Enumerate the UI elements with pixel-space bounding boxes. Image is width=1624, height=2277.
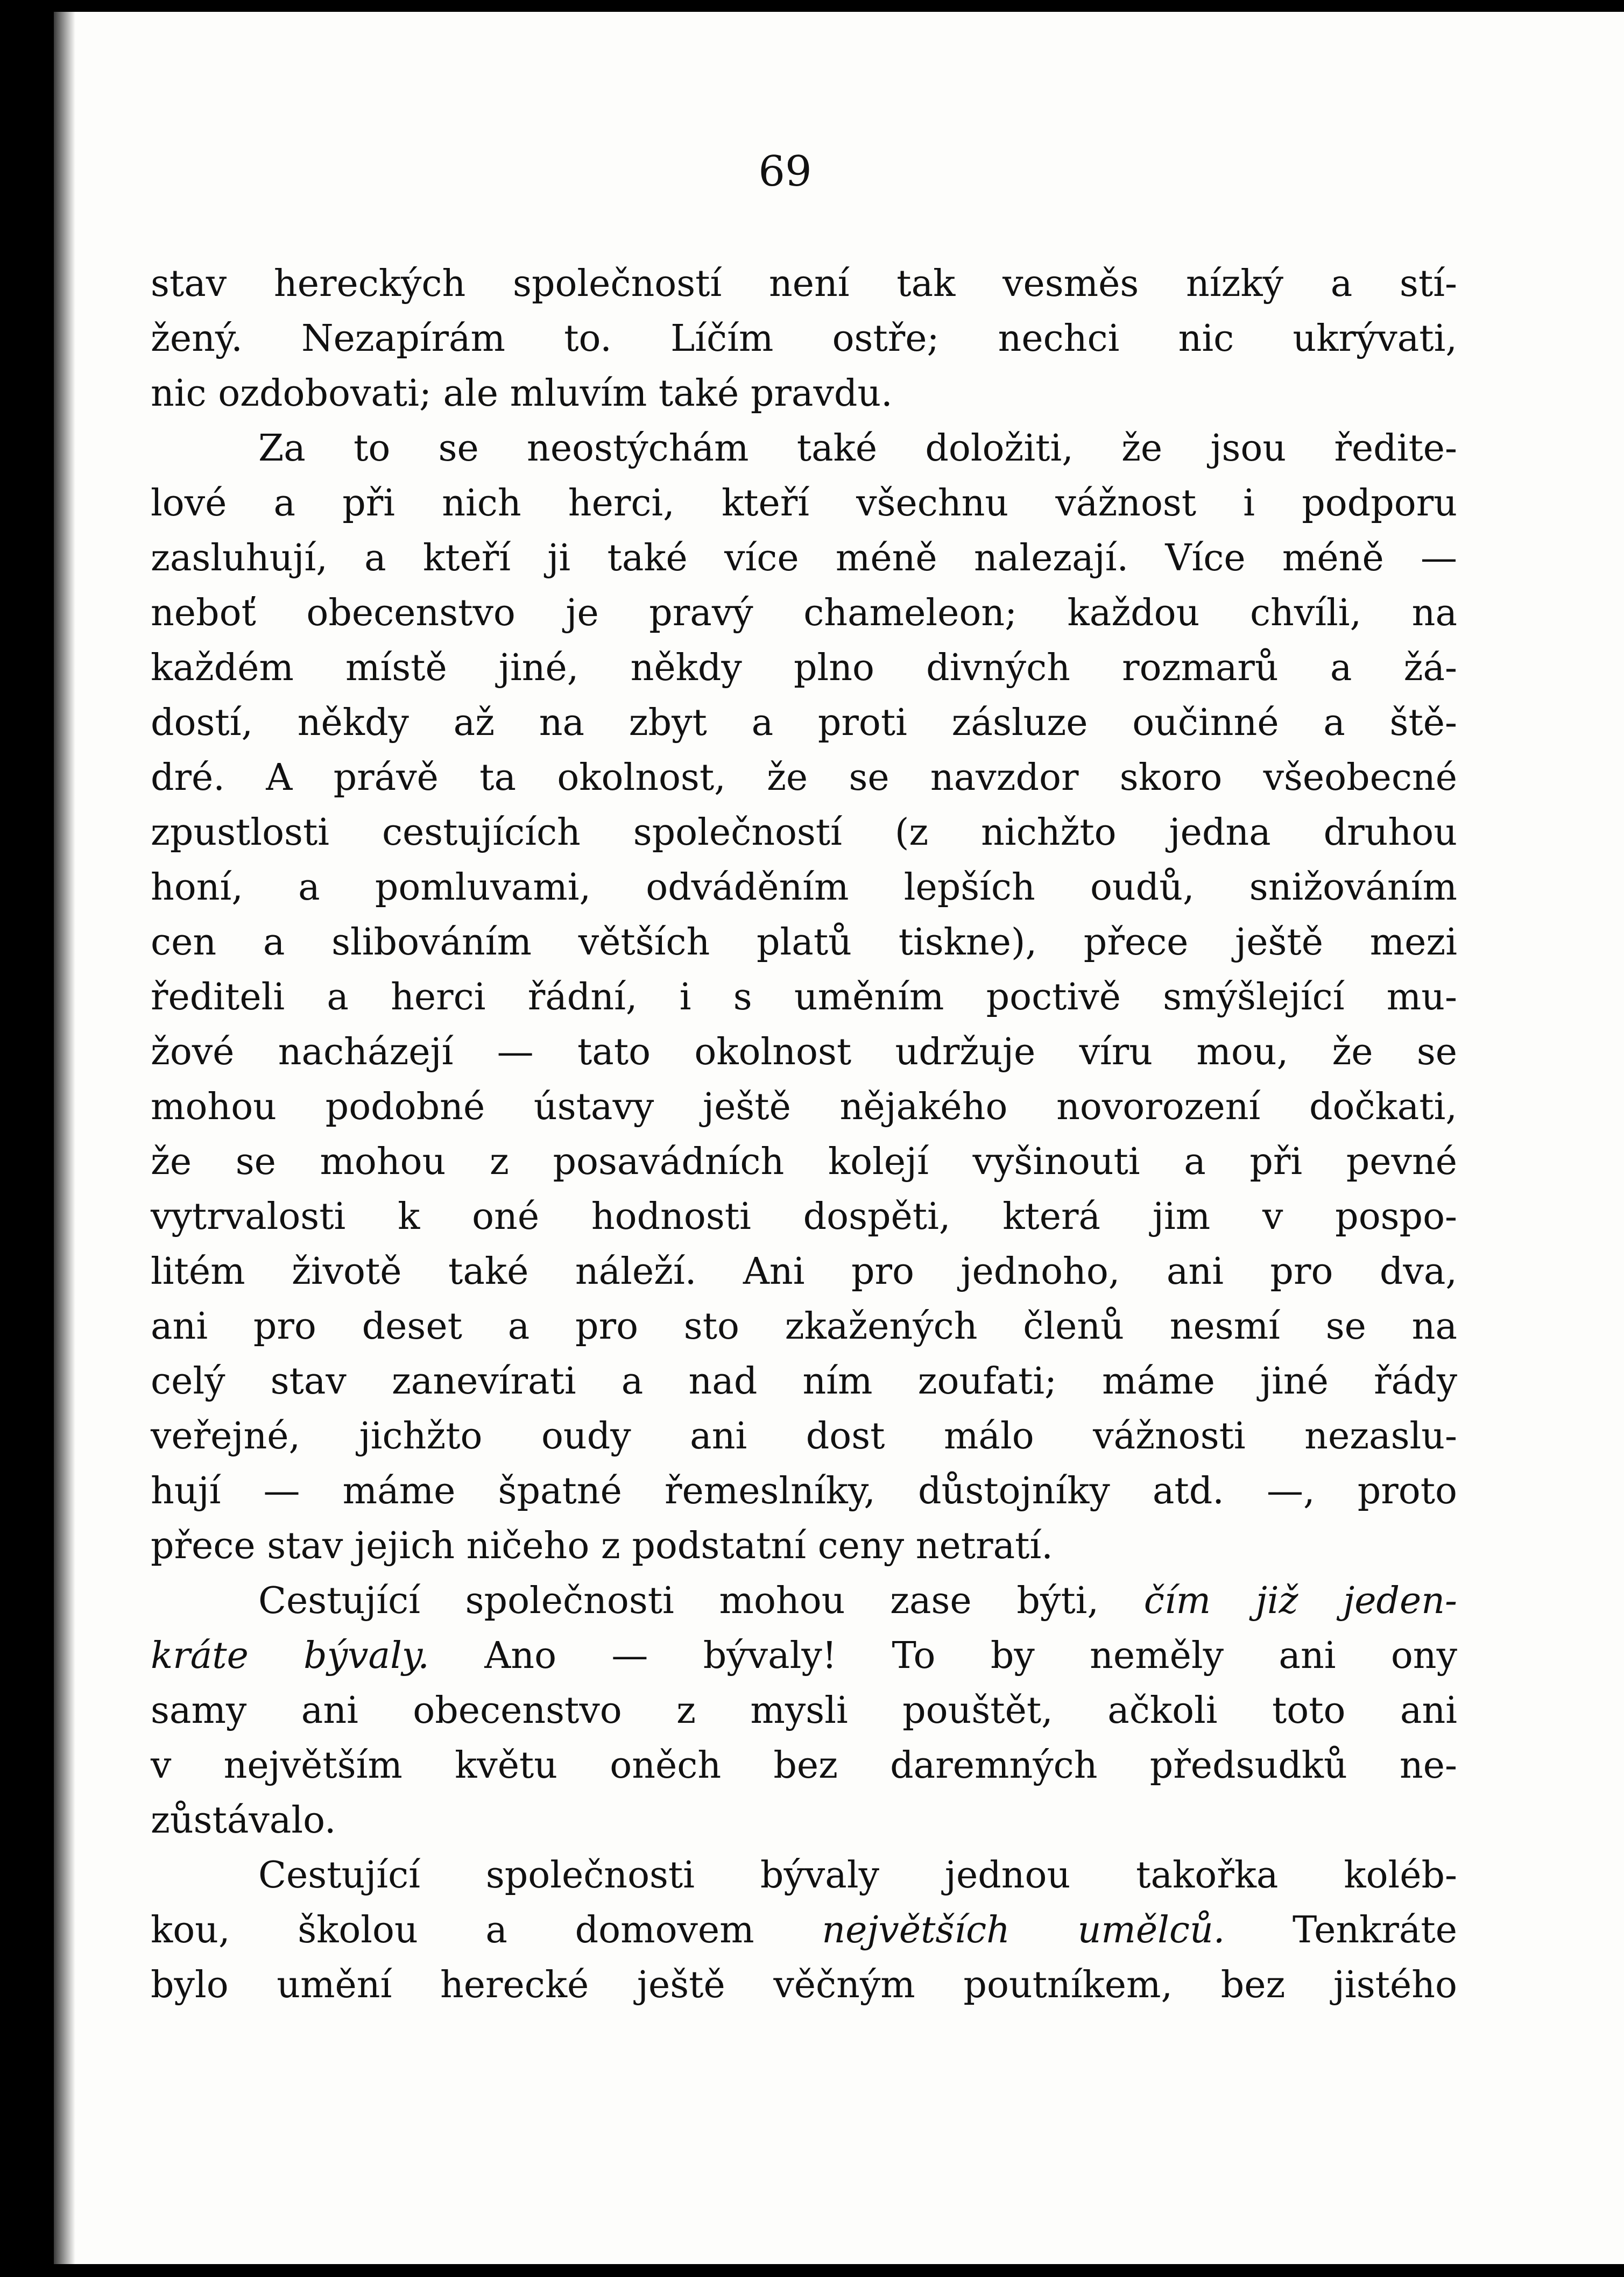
page-gutter-shadow [54,12,75,2264]
text-line [151,1574,1457,1629]
text-line: honí, a pomluvami, odváděním lepších oudů, snižováním [151,866,1457,909]
text-line: stav hereckých společností není tak vesměs nízký a stí- [151,263,1457,305]
italic-span: největších umělců. [822,1909,1225,1951]
text-line: mohou podobné ústavy ještě nějakého novorození dočkati, [151,1086,1457,1128]
text-line: bylo umění herecké ještě věčným poutníkem, bez jistého [151,1964,1457,2006]
text-line: zůstávalo. [151,1799,336,1842]
italic-span: kráte bývaly. [151,1635,429,1677]
text-line: ani pro deset a pro sto zkažených členů nesmí se na [151,1305,1457,1348]
text-line: Cestující společnosti bývaly jednou takořka koléb- [258,1854,1457,1897]
text-line: vytrvalosti k oné hodnosti dospěti, která jim v pospo- [151,1196,1457,1238]
text-line: v největším květu oněch bez daremných předsudků ne- [151,1744,1457,1787]
text-line: litém životě také náleží. Ani pro jednoho, ani pro dva, [151,1250,1457,1293]
text-span: Cestující společnosti mohou zase býti, [258,1580,1099,1622]
text-line: celý stav zanevírati a nad ním zoufati; máme jiné řády [151,1360,1457,1403]
text-line: že se mohou z posavádních kolejí vyšinouti a při pevné [151,1141,1457,1183]
text-line: hují — máme špatné řemeslníky, důstojníky atd. —, proto [151,1470,1457,1512]
text-line: veřejné, jichžto oudy ani dost málo vážnosti nezaslu- [151,1415,1457,1458]
text-line: zasluhují, a kteří ji také více méně nalezají. Více méně — [151,537,1457,579]
text-span: Tenkráte [1293,1909,1457,1951]
text-line: Za to se neostýchám také doložiti, že jsou ředite- [258,427,1457,470]
text-line: každém místě jiné, někdy plno divných rozmarů a žá- [151,647,1457,689]
body-text [151,257,1457,2013]
text-line [151,1629,1457,1684]
text-span: Ano — bývaly! To by neměly ani ony [484,1635,1457,1677]
text-line: žený. Nezapírám to. Líčím ostře; nechci nic ukrývati, [151,317,1457,360]
text-line: cen a slibováním větších platů tiskne), přece ještě mezi [151,921,1457,964]
text-line: žové nacházejí — tato okolnost udržuje víru mou, že se [151,1031,1457,1073]
text-line: řediteli a herci řádní, i s uměním poctivě smýšlející mu- [151,976,1457,1019]
text-line: přece stav jejich ničeho z podstatní ceny netratí. [151,1525,1053,1567]
text-line: zpustlosti cestujících společností (z nichžto jedna druhou [151,811,1457,854]
page-number: 69 [758,147,812,196]
text-line: nic ozdobovati; ale mluvím také pravdu. [151,372,893,415]
text-line: samy ani obecenstvo z mysli pouštět, ačkoli toto ani [151,1689,1457,1732]
text-line: neboť obecenstvo je pravý chameleon; každou chvíli, na [151,592,1457,634]
text-line [151,1903,1457,1958]
text-line: dostí, někdy až na zbyt a proti zásluze oučinné a ště- [151,702,1457,744]
text-line: dré. A právě ta okolnost, že se navzdor skoro všeobecné [151,756,1457,799]
text-line: lové a při nich herci, kteří všechnu vážnost i podporu [151,482,1457,525]
text-span: kou, školou a domovem [151,1909,754,1951]
italic-span: čím již jeden- [1143,1580,1457,1622]
book-page [54,12,1624,2264]
